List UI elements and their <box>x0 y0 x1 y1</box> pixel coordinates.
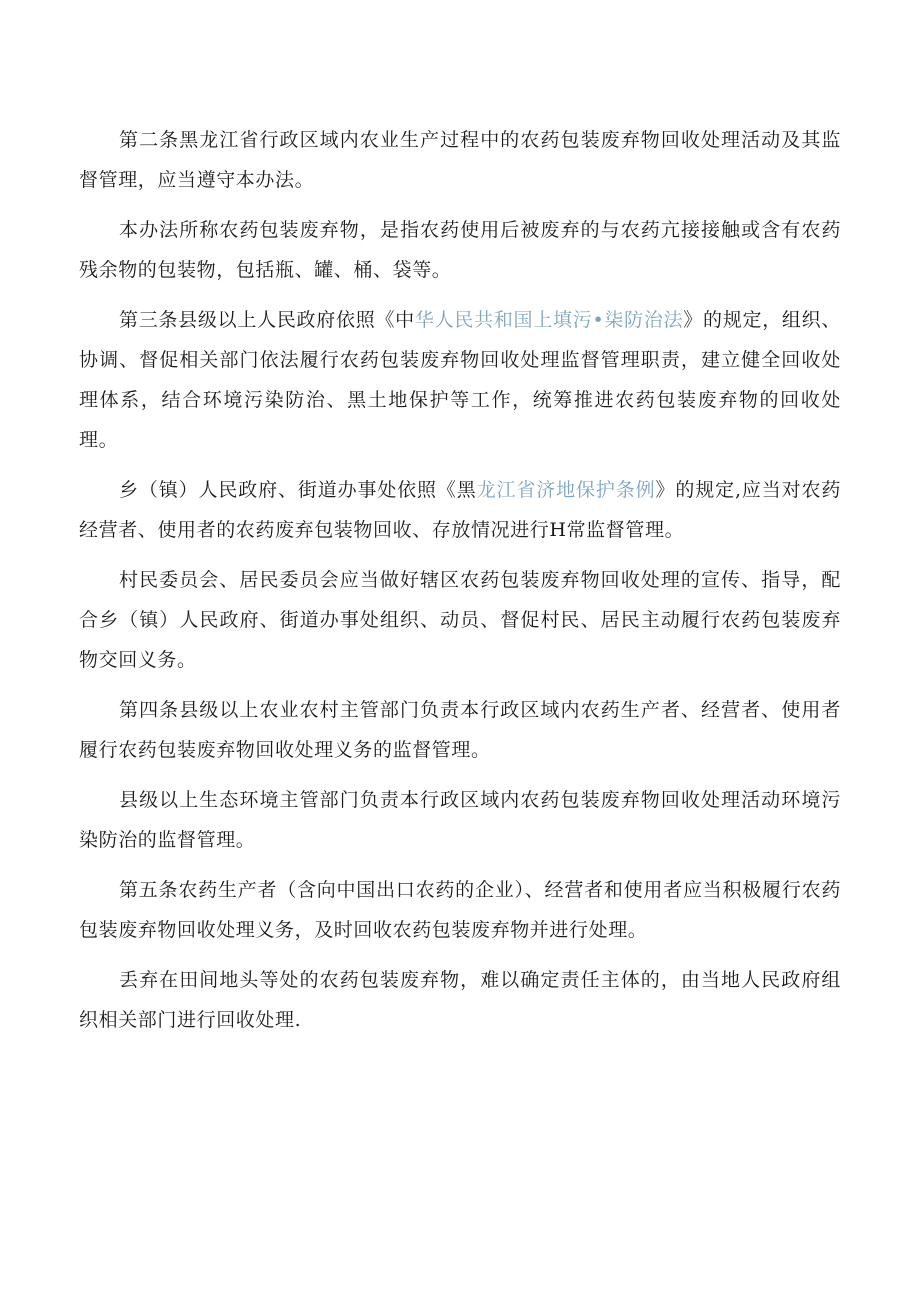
paragraph-article-3 <box>79 300 841 460</box>
law-reference-link[interactable]: 华人民共和国上填污•柒防治法 <box>414 309 684 331</box>
document-body <box>79 120 841 1050</box>
paragraph-article-5 <box>79 870 841 950</box>
paragraph-text: 乡（镇）人民政府、街道办事处依照《黑 <box>119 479 477 501</box>
paragraph-text: 》的规定,应当对农药经营者、使用者的农药废弃包装物回收、存放情况进行H常监督管理。 <box>79 479 841 541</box>
paragraph-text: 第三条县级以上人民政府依照《中 <box>119 309 415 331</box>
paragraph-text: 第二条黑龙江省行政区域内农业生产过程中的农药包装废弃物回收处理活动及其监督管理，应当遵守本办法。 <box>79 129 841 191</box>
paragraph-text: 县级以上生态环境主管部门负责本行政区域内农药包装废弃物回收处理活动环境污染防治的监督管理。 <box>79 789 841 851</box>
paragraph-text: 村民委员会、居民委员会应当做好辖区农药包装废弃物回收处理的宣传、指导，配合乡（镇）人民政府、街道办事处组织、动员、督促村民、居民主动履行农药包装废弃物交回义务。 <box>79 569 841 671</box>
paragraph-text: 第四条县级以上农业农村主管部门负责本行政区域内农药生产者、经营者、使用者履行农药包装废弃物回收处理义务的监督管理。 <box>79 699 841 761</box>
paragraph-abandoned-waste <box>79 960 841 1040</box>
paragraph-text: 本办法所称农药包装废弃物，是指农药使用后被废弃的与农药亢接接触或含有农药残余物的包装物，包括瓶、罐、桶、袋等。 <box>79 219 841 281</box>
paragraph-environment-dept <box>79 780 841 860</box>
paragraph-text: 》的规定，组织、协调、督促相关部门依法履行农药包装废弃物回收处理监督管理职责，建立健全回收处理体系，结合环境污染防治、黑土地保护等工作，统筹推进农药包装废弃物的回收处理。 <box>79 309 841 451</box>
paragraph-article-2 <box>79 120 841 200</box>
paragraph-text: 丢弃在田间地头等处的农药包装废弃物，难以确定责任主体的，由当地人民政府组织相关部门进行回收处理. <box>79 969 841 1031</box>
regulation-reference-link[interactable]: 龙江省济地保护条例 <box>476 479 656 501</box>
paragraph-text: 第五条农药生产者（含向中国出口农药的企业）、经营者和使用者应当积极履行农药包装废弃物回收处理义务，及时回收农药包装废弃物并进行处理。 <box>79 879 841 941</box>
paragraph-township-duty <box>79 470 841 550</box>
paragraph-definition <box>79 210 841 290</box>
paragraph-article-4 <box>79 690 841 770</box>
paragraph-village-committee <box>79 560 841 680</box>
